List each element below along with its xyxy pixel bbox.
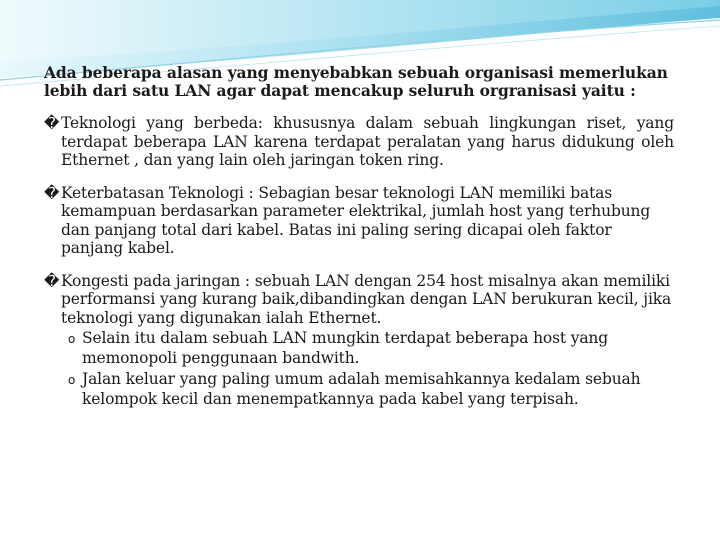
circle-bullet-icon: o <box>68 332 76 346</box>
sub-point-item <box>44 329 674 368</box>
point-item <box>44 184 674 258</box>
point-text: Teknologi yang berbeda: khususnya dalam sebuah lingkungan riset, yang terdapat beberapa LAN karena terdapat peralatan yang harus didukung oleh Ethernet , dan yang lain oleh jaringan token ring. <box>61 114 674 169</box>
sub-point-item <box>44 370 674 409</box>
sub-point-text: Selain itu dalam sebuah LAN mungkin terdapat beberapa host yang memonopoli penggunaan bandwith. <box>82 329 609 367</box>
circle-bullet-icon: o <box>68 373 76 387</box>
point-text: Keterbatasan Teknologi : Sebagian besar teknologi LAN memiliki batas kemampuan berdasarkan parameter elektrikal, jumlah host yang terhubung dan panjang total dari kabel. Batas ini paling sering dicapai oleh faktor panjang kabel. <box>61 183 651 257</box>
point-item <box>44 272 674 328</box>
bullet-icon: � <box>44 114 60 132</box>
bullet-icon: � <box>44 183 60 202</box>
point-item <box>44 114 674 170</box>
bullet-icon: � <box>44 271 60 290</box>
content-area <box>44 64 674 409</box>
sub-point-text: Jalan keluar yang paling umum adalah memisahkannya kedalam sebuah kelompok kecil dan menempatkannya pada kabel yang terpisah. <box>82 370 641 408</box>
point-text: Kongesti pada jaringan : sebuah LAN dengan 254 host misalnya akan memiliki performansi yang kurang baik,dibandingkan dengan LAN berukuran kecil, jika teknologi yang digunakan ialah Ethernet. <box>61 271 672 327</box>
intro-text: Ada beberapa alasan yang menyebabkan sebuah organisasi memerlukan lebih dari satu LAN agar dapat mencakup seluruh orgranisasi yaitu : <box>44 63 668 100</box>
